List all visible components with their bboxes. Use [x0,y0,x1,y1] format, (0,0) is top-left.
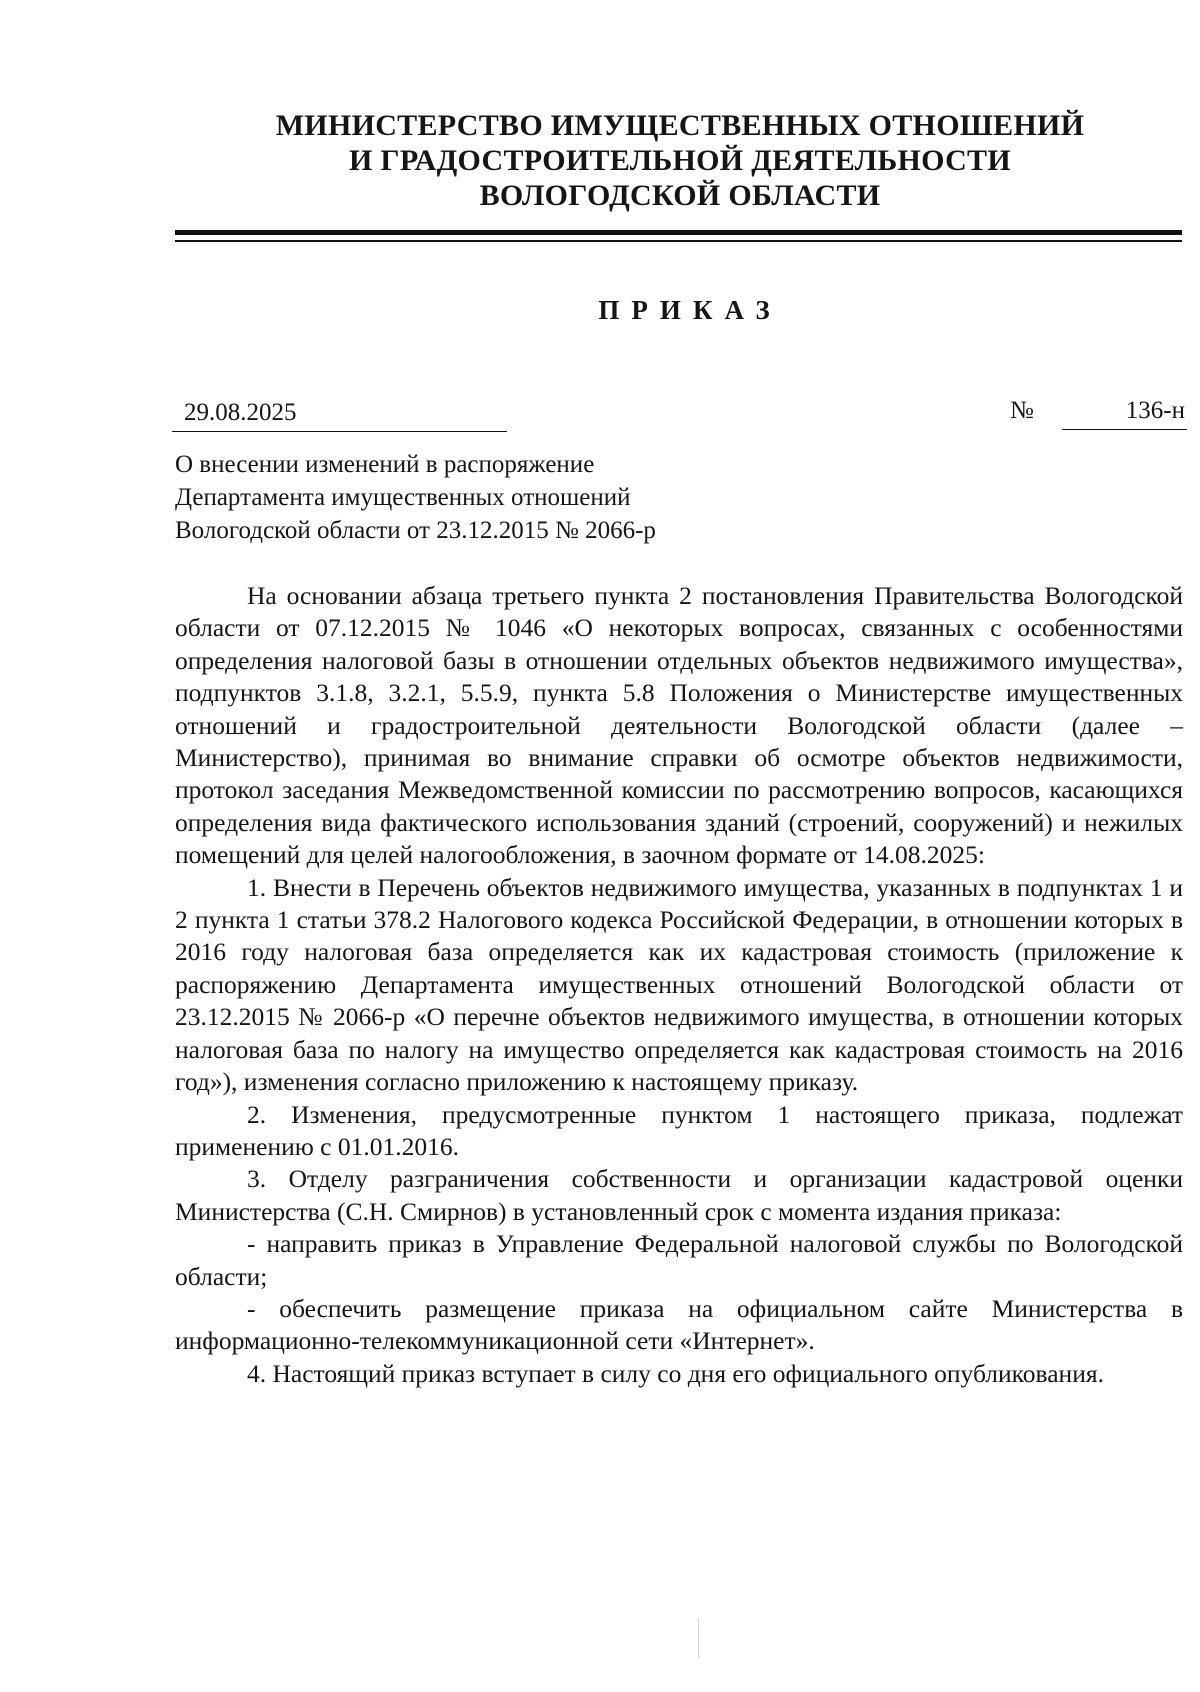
number-sign: № [1010,397,1034,424]
document-body [175,580,1183,1390]
subject-line-2: Департамента имущественных отношений [175,484,631,511]
header-divider-thin [175,240,1182,242]
order-item-4: 4. Настоящий приказ вступает в силу со дня его официального опубликования. [247,1358,1104,1388]
legal-basis-paragraph: На основании абзаца третьего пункта 2 постановления Правительства Вологодской области от 07.12.2015 № 1046 «О некоторых вопросах, связанных с особенностями определения налоговой базы в отношении отдельных объектов недвижимого имущества», подпунктов 3.1.8, 3.2.1, 5.5.9, пункта 5.8 Положения о Министерстве имущественных отношений и градостроительной деятельности Вологодской области (далее – Министерство), принимая во внимание справки об осмотре объектов недвижимости, протокол заседания Межведомственной комиссии по рассмотрению вопросов, касающихся определения вида фактического использования зданий (строений, сооружений) и нежилых помещений для целей налогообложения, в заочном формате от 14.08.2025: [175,581,1183,870]
order-item-1: 1. Внести в Перечень объектов недвижимого имущества, указанных в подпунктах 1 и 2 пункта 1 статьи 378.2 Налогового кодекса Российской Федерации, в отношении которых в 2016 году налоговая база определяется как их кадастровая стоимость (приложение к распоряжению Департамента имущественных отношений Вологодской области от 23.12.2015 № 2066-р «О перечне объектов недвижимого имущества, в отношении которых налоговая база по налогу на имущество определяется как кадастровая стоимость на 2016 год»), изменения согласно приложению к настоящему приказу. [175,872,1183,1097]
ministry-name-line-3: ВОЛОГОДСКОЙ ОБЛАСТИ [479,179,881,212]
subject-line-1: О внесении изменений в распоряжение [175,451,595,478]
order-item-3: 3. Отделу разграничения собственности и организации кадастровой оценки Министерства (С.Н. Смирнов) в установленный срок с момента издания приказа: [175,1164,1183,1226]
document-type-title: ПРИКАЗ [598,295,782,325]
order-item-2: 2. Изменения, предусмотренные пунктом 1 настоящего приказа, подлежат применению с 01.01.2016. [175,1099,1183,1161]
subject-line-3: Вологодской области от 23.12.2015 № 2066-р [175,517,656,544]
ministry-name-line-2: И ГРАДОСТРОИТЕЛЬНОЙ ДЕЯТЕЛЬНОСТИ [349,144,1011,177]
order-item-3-subitem-2: - обеспечить размещение приказа на официальном сайте Министерства в информационно-телекоммуникационной сети «Интернет». [175,1293,1183,1356]
document-subject [175,448,656,547]
document-number: 136-н [1062,394,1187,430]
order-item-3-subitem-1: - направить приказ в Управление Федеральной налоговой службы по Вологодской области; [175,1229,1183,1291]
ministry-header [160,108,1200,213]
header-divider-thick [175,230,1182,235]
document-date: 29.08.2025 [172,396,507,432]
scan-artifact-mark [698,1618,699,1658]
ministry-name-line-1: МИНИСТЕРСТВО ИМУЩЕСТВЕННЫХ ОТНОШЕНИЙ [275,109,1085,142]
